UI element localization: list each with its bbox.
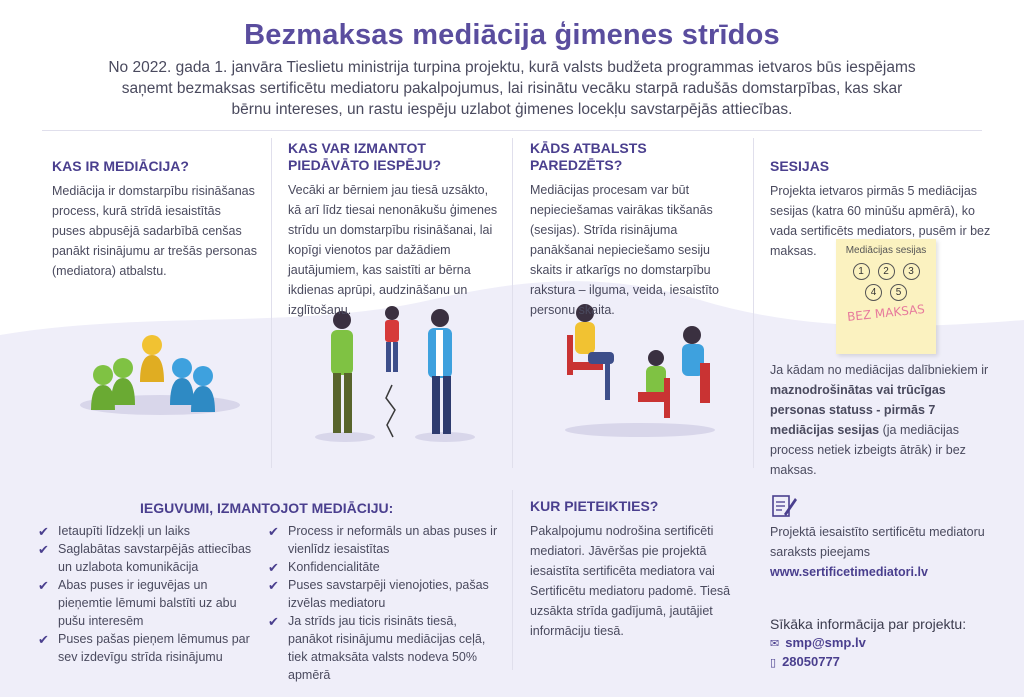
- list-item: ✔ Saglabātas savstarpējās attiecības un uzlabota komunikācija: [38, 542, 252, 574]
- section-what-heading: KAS IR MEDIĀCIJA?: [52, 158, 189, 174]
- mediator-list-link[interactable]: www.sertificetimediatori.lv: [770, 565, 928, 579]
- benefits-list-left: [38, 522, 253, 666]
- mediator-list-text: Projektā iesaistīto sertificētu mediatoru saraksts pieejams: [770, 525, 985, 559]
- sessions-extra: [770, 360, 995, 480]
- section-who-heading: KAS VAR IZMANTOT PIEDĀVĀTO IESPĒJU?: [288, 140, 442, 173]
- list-item: ✔ Abas puses ir ieguvējas un pieņemtie lēmumi balstīti uz abu pušu interesēm: [38, 578, 237, 628]
- more-info-heading: Sīkāka informācija par projektu:: [770, 616, 967, 632]
- list-item: ✔ Ja strīds jau ticis risināts tiesā, panākot risinājumu mediācijas ceļā, tiek atmaksāta valsts nodeva 50% apmērā: [268, 614, 486, 682]
- list-item: ✔ Puses pašas pieņem lēmumus par sev izdevīgu strīda risinājumu: [38, 632, 250, 664]
- column-divider-bottom: [512, 490, 513, 670]
- phone-icon: ▯: [770, 657, 777, 669]
- section-support: [530, 140, 735, 320]
- sessions-note-sheet: [836, 239, 936, 354]
- free-stamp: BEZ MAKSAS: [846, 301, 926, 325]
- sessions-extra-pre: Ja kādam no mediācijas dalībniekiem ir: [770, 363, 989, 377]
- column-divider-3: [753, 138, 754, 468]
- list-item: ✔ Puses savstarpēji vienojoties, pašas izvēlas mediatoru: [268, 578, 489, 610]
- top-divider: [42, 130, 982, 131]
- session-number: 5: [890, 284, 907, 301]
- contact-phone[interactable]: ▯ 28050777: [770, 654, 840, 669]
- email-icon: ✉: [770, 638, 780, 650]
- section-sessions-heading: SESIJAS: [770, 158, 830, 174]
- section-apply: [530, 498, 740, 641]
- benefits-heading: IEGUVUMI, IZMANTOJOT MEDIĀCIJU:: [140, 500, 394, 516]
- section-sessions-text: Projekta ietvaros pirmās 5 mediācijas sesijas (katra 60 minūšu apmērā), ko vada sertificēts mediators, pusēm ir bez maksas.: [770, 184, 991, 258]
- session-numbers: [846, 263, 926, 301]
- page-title: Bezmaksas mediācija ģimenes strīdos: [244, 19, 780, 51]
- sessions-extra-bold: maznodrošinātas vai trūcīgas personas statuss - pirmās 7 mediācijas sesijas: [770, 383, 946, 437]
- sheet-title: Mediācijas sesijas: [845, 245, 927, 256]
- section-what-text: Mediācija ir domstarpību risināšanas process, kurā strīdā iesaistītās puses abpusējā sadarbībā cenšas panākt risinājumu ar trešās personas (mediatora) atbalstu.: [52, 184, 257, 278]
- column-divider-2: [512, 138, 513, 468]
- benefits-list-right: [268, 522, 498, 684]
- section-who-text: Vecāki ar bērniem jau tiesā uzsākto, kā arī līdz tiesai nenonākušu ģimenes strīdu un domstarpību risināšanai, lai kopīgi vienotos par dažādiem jautājumiem, kas saistīti ar bērna ikdienas aprūpi, audzināšanu un izglītošanu.: [288, 183, 498, 317]
- document-pen-icon: [770, 492, 798, 520]
- check-icon: ✔: [268, 578, 279, 593]
- list-item: ✔ Konfidencialitāte: [268, 560, 380, 575]
- mediator-list-info: [770, 522, 990, 582]
- list-item: ✔ Process ir neformāls un abas puses ir vienlīdz iesaistītas: [268, 524, 498, 556]
- intro-text: No 2022. gada 1. janvāra Tieslietu ministrija turpina projektu, kurā valsts budžeta programmas ietvaros būs iespējams saņemt bezmaksas sertificētu mediatoru pakalpojumus, lai risinātu vecāku starpā radušās domstarpības, kas skar bērnu intereses, un rastu iespēju uzlabot ģimenes locekļu savstarpējās attiecības.: [108, 59, 916, 118]
- check-icon: ✔: [268, 614, 279, 629]
- section-support-text: Mediācijas procesam var būt nepieciešamas vairākas tikšanās (sesijas). Strīda risinājuma panākšanai nepieciešamo sesiju skaits ir atkarīgs no domstarpību rakstura – ilguma, veida, iesaistīto personu skaita.: [530, 183, 719, 317]
- column-divider-1: [271, 138, 272, 468]
- session-number: 3: [903, 263, 920, 280]
- check-icon: ✔: [38, 632, 49, 647]
- section-what: [52, 158, 257, 281]
- check-icon: ✔: [38, 542, 49, 557]
- session-number: 4: [865, 284, 882, 301]
- check-icon: ✔: [268, 560, 279, 575]
- check-icon: ✔: [38, 578, 49, 593]
- list-item: ✔ Ietaupīti līdzekļi un laiks: [38, 524, 191, 539]
- section-apply-text: Pakalpojumu nodrošina sertificēti mediatori. Jāvēršas pie projektā iesaistīta sertificēta mediatora vai Sertificētu mediatoru padomē. Tiesā uzsākta strīda gadījumā, jautājiet informāciju tiesā.: [530, 524, 731, 638]
- check-icon: ✔: [38, 524, 49, 539]
- section-who: [288, 140, 498, 320]
- session-number: 1: [853, 263, 870, 280]
- section-support-heading: KĀDS ATBALSTS PAREDZĒTS?: [530, 140, 647, 173]
- check-icon: ✔: [268, 524, 279, 539]
- section-apply-heading: KUR PIETEIKTIES?: [530, 498, 659, 514]
- session-number: 2: [878, 263, 895, 280]
- contact-email[interactable]: ✉ smp@smp.lv: [770, 635, 866, 650]
- sessions-extra-post: (ja mediācijas process netiek izbeigts ātrāk) ir bez maksas.: [770, 423, 966, 477]
